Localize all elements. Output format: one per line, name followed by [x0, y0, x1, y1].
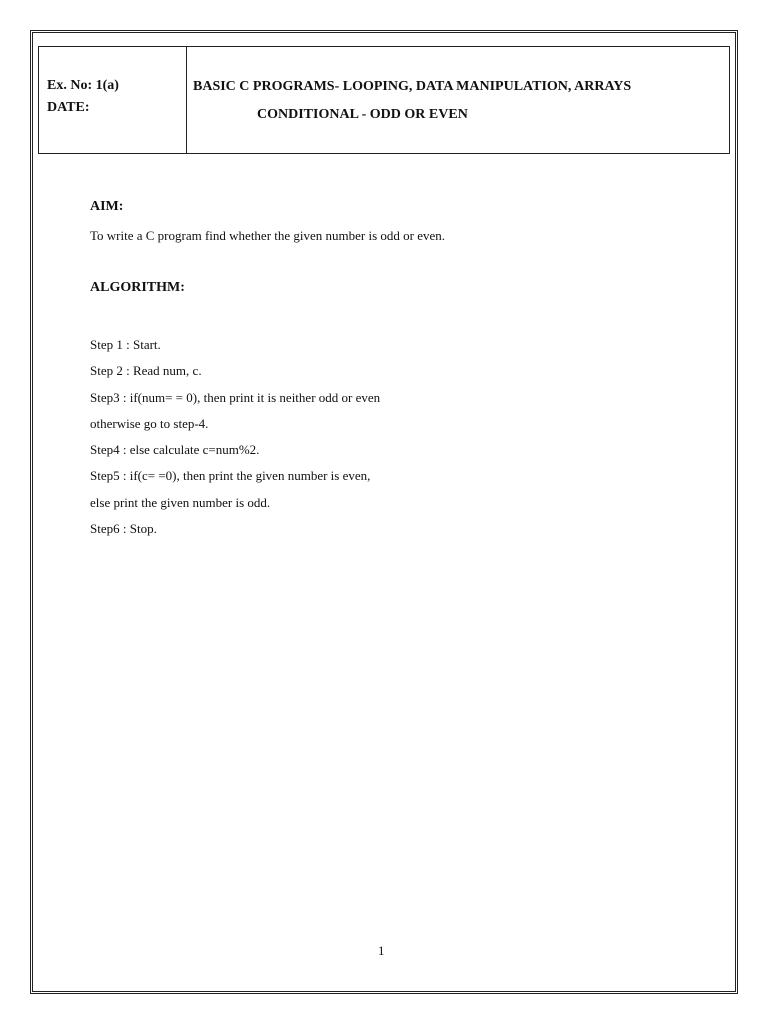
step-line: otherwise go to step-4.: [90, 415, 209, 431]
title-line-1: BASIC C PROGRAMS- LOOPING, DATA MANIPULATION, ARRAYS: [193, 79, 632, 94]
exercise-number: Ex. No: 1(a): [47, 78, 119, 93]
aim-text: To write a C program find whether the given number is odd or even.: [90, 228, 446, 243]
step-line: Step5 : if(c= =0), then print the given number is even,: [90, 468, 371, 484]
page-number: 1: [378, 943, 385, 958]
algorithm-steps: [90, 332, 380, 542]
header-left-cell: [39, 47, 187, 153]
step-line: Step6 : Stop.: [90, 521, 157, 537]
step-line: else print the given number is odd.: [90, 494, 271, 510]
step-line: Step 2 : Read num, c.: [90, 363, 202, 379]
step-line: Step4 : else calculate c=num%2.: [90, 442, 260, 458]
step-line: Step3 : if(num= = 0), then print it is neither odd or even: [90, 389, 381, 405]
header-title-cell: [187, 47, 729, 153]
step-line: Step 1 : Start.: [90, 337, 161, 352]
aim-heading: AIM:: [90, 199, 124, 214]
header-table: [38, 46, 730, 154]
date-label: DATE:: [47, 100, 90, 115]
algorithm-heading: ALGORITHM:: [90, 280, 185, 295]
title-line-2: CONDITIONAL - ODD OR EVEN: [257, 107, 468, 122]
